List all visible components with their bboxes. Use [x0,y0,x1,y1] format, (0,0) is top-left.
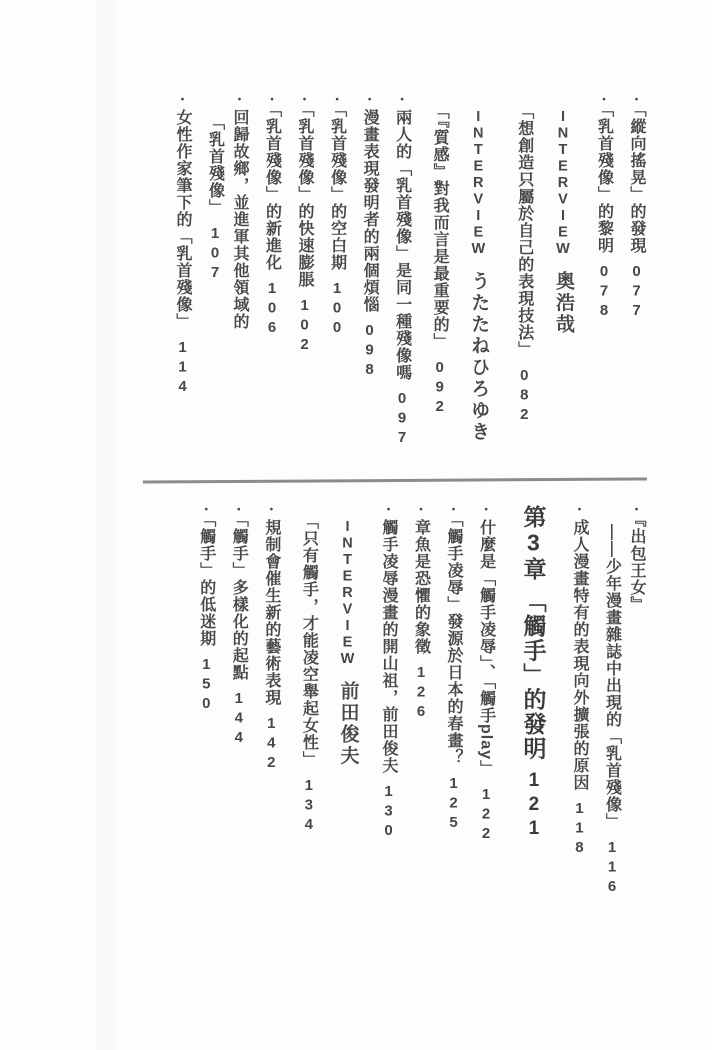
bullet-icon: ・ [232,93,247,106]
toc-entry [327,93,347,339]
bullet-icon: ・ [263,503,278,516]
toc-entry [379,503,399,842]
toc-entry [626,503,646,613]
page-number: 134 [300,777,318,836]
interview-quote [430,93,450,418]
toc-entry-text: 女性作家筆下的「乳首殘像」 [173,109,191,330]
inline-number: 3 [520,529,547,557]
bullet-icon: ・ [629,93,643,106]
page-number: 122 [477,786,495,845]
page-number: 106 [263,280,281,339]
toc-entry [569,503,589,859]
toc-entry-continuation [205,93,225,284]
interview-heading [336,503,359,767]
toc-entry-text: 「乳首殘像」 [206,114,224,216]
toc-entry-text: 「觸手凌辱」發源於日本的春畫？ [445,519,463,766]
toc-entry-text: 成人漫畫特有的表現向外擴張的原因 [570,519,588,791]
interview-heading [467,93,490,443]
page-number: 118 [570,800,588,859]
toc-entry [196,503,216,715]
page-number: 144 [230,690,248,749]
quote-text: 「只有觸手，才能凌空舉起女性」 [300,513,318,768]
toc-entry [261,503,281,774]
interview-name: 奥浩哉 [552,270,574,335]
bullet-icon: ・ [329,93,344,106]
toc-entry-text: 漫畫表現發明者的兩個煩惱 [361,109,379,313]
toc-entry-text: 「觸手」的低迷期 [197,519,215,647]
page-number: 097 [393,390,411,449]
bullet-icon: ・ [174,93,189,106]
quote-text: 「『質感』對我而言是最重要的」 [431,103,449,350]
bullet-icon: ・ [478,503,493,516]
page-number: 082 [515,367,533,426]
bullet-icon: ・ [362,93,377,106]
toc-entry [411,503,431,723]
toc-entry-text: 「乳首殘像」的快速膨脹 [296,109,314,288]
toc-entry-text: 『出包王女』 [628,519,645,613]
toc-entry [360,93,380,381]
page-number: 116 [603,839,621,898]
toc-entry-text: 回歸故鄉，並進軍其他領域的 [231,109,249,330]
toc-entry [229,503,249,749]
bullet-icon: ・ [394,93,409,106]
page-number: 107 [206,225,224,284]
bullet-icon: ・ [264,93,279,106]
interview-quote [514,93,534,426]
toc-entry [230,93,250,330]
interview-heading [552,93,575,335]
toc-entry [172,93,192,398]
interview-label: INTERVIEW [470,109,487,258]
toc-entry-continuation [602,503,622,898]
bullet-icon: ・ [198,503,213,516]
page-number: 098 [361,322,379,381]
toc-entry-text: 兩人的「乳首殘像」是同一種殘像嗎 [393,109,411,381]
section-divider [143,477,647,483]
chapter-title-text: 第3章 「觸手」的發明 [520,505,547,761]
toc-entry-text: 「縱向搖晃」的發現 [628,109,645,254]
toc-entry-text: 規制會催生新的藝術表現 [262,519,280,706]
interview-name: うたたねひろゆき [468,270,490,443]
toc-entry [444,503,464,834]
interview-quote [299,503,319,836]
page-number: 125 [445,775,463,834]
interview-label: INTERVIEW [554,109,571,258]
toc-entry-text: 「乳首殘像」的空白期 [328,109,346,271]
toc-section-top [159,93,646,449]
page-number: 100 [328,280,346,339]
toc-entry [594,93,614,322]
toc-entry [295,93,315,356]
bullet-icon: ・ [231,503,246,516]
interview-label: INTERVIEW [339,519,356,668]
interview-name: 前田俊夫 [337,680,359,767]
bullet-icon: ・ [629,503,643,516]
chapter-title [518,503,548,842]
page-number: 114 [173,339,191,398]
bullet-icon: ・ [596,93,611,106]
toc-entry-text: 什麼是「觸手凌辱」、「觸手play」 [477,519,495,778]
toc-entry [626,93,646,322]
bullet-icon: ・ [381,503,396,516]
bullet-icon: ・ [413,503,428,516]
toc-entry-text: ——少年漫畫雜誌中出現的「乳首殘像」 [603,524,621,830]
page-number: 121 [523,769,545,842]
toc-entry [476,503,496,845]
toc-entry [392,93,412,449]
page-number: 150 [197,656,215,715]
toc-entry [262,93,282,339]
toc-entry-text: 章魚是恐懼的象徵 [412,519,430,655]
page-number: 077 [628,263,645,322]
toc-section-bottom [183,503,646,903]
bullet-icon: ・ [446,503,461,516]
bullet-icon: ・ [571,503,586,516]
quote-text: 「想創造只屬於自己的表現技法」 [515,103,533,358]
toc-entry-text: 「觸手」多樣化的起點 [230,519,248,681]
page-number: 092 [431,359,449,418]
toc-entry-text: 「乳首殘像」的新進化 [263,109,281,271]
page-number: 078 [595,263,613,322]
toc-entry-text: 「乳首殘像」的黎明 [595,109,613,254]
bullet-icon: ・ [297,93,312,106]
page-number: 126 [412,664,430,723]
page-number: 142 [262,715,280,774]
toc-entry-text: 觸手凌辱漫畫的開山祖，前田俊夫 [380,519,398,774]
page-number: 130 [380,783,398,842]
page-number: 102 [296,297,314,356]
